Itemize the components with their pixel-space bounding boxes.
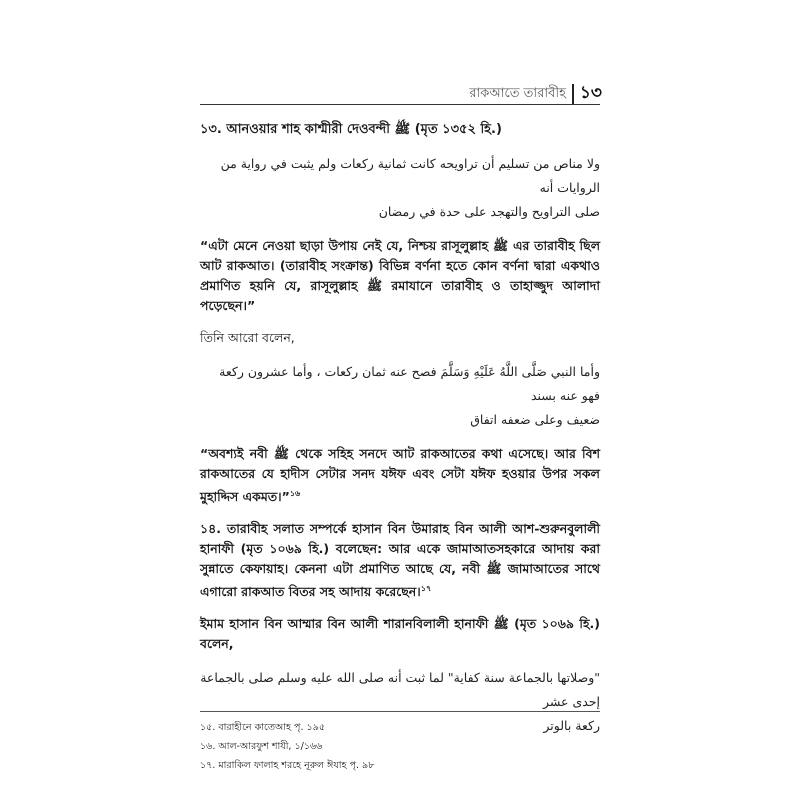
arabic-line: ولا مناص من تسليم أن تراويحه كانت ثمانية ركعات ولم يثبت في رواية من الروايات أنه bbox=[220, 156, 600, 195]
footnote-marker-17: ১৭ bbox=[420, 584, 432, 594]
header-divider bbox=[572, 84, 574, 104]
paragraph-text: ১৪. তারাবীহ সলাত সম্পর্কে হাসান বিন উমারাহ বিন আলী আশ-শুরুনবুলালী হানাফী (মৃত ১০৬৯ হি.) বলেছেন: আর একে জামাআতসহকারে আদায় করা সুন্নাতে কেফায়াহ। কেননা এটা প্রমাণিত আছে যে, নবী ﷺ জামাআতের সাথে এগারো রাকআত বিতর সহ আদায় করেছেন। bbox=[200, 521, 600, 600]
arabic-line: "وصلاتها بالجماعة سنة كفاية" لما ثبت أنه صلى الله عليه وسلم صلى بالجماعة إحدى عشر bbox=[200, 670, 600, 710]
page-number: ১৩ bbox=[579, 83, 602, 103]
quote-text: “অবশ্যই নবী ﷺ থেকে সহিহ সনদে আট রাকআতের কথা এসেছে। আর বিশ রাকআতের যে হাদীস সেটার সনদ যঈফ এবং সেটা যঈফ হওয়ার উপর সকল মুহাদ্দিস একমত।” bbox=[200, 446, 600, 505]
footnote-rule bbox=[200, 711, 600, 712]
arabic-quote-2 bbox=[200, 360, 600, 432]
header-rule bbox=[200, 104, 600, 105]
footnote-marker-16: ১৬ bbox=[289, 489, 301, 498]
translation-quote-1: “এটা মেনে নেওয়া ছাড়া উপায় নেই যে, নিশ্চয় রাসূলুল্লাহ ﷺ এর তারাবীহ ছিল আট রাকআত। (তারাবীহ সংক্রান্ত) বিভিন্ন বর্ণনা হতে কোন বর্ণনা দ্বারা একথাও প্রমাণিত হয়নি যে, রাসূলুল্লাহ ﷺ রমাযানে তারাবীহ ও তাহাজ্জুদ আলাদা পড়েছেন।” bbox=[200, 238, 601, 313]
arabic-line: ركعة بالوتر bbox=[543, 718, 600, 734]
footnotes bbox=[200, 718, 600, 775]
section-heading-13: ১৩. আনওয়ার শাহ কাশ্মীরী দেওবন্দী ﷺ (মৃত ১৩৫২ হি.) bbox=[200, 122, 502, 137]
paragraph: ইমাম হাসান বিন আম্মার বিন আলী শারানবিলালী হানাফী ﷺ (মৃত ১০৬৯ হি.) বলেন, bbox=[200, 616, 601, 652]
running-title: রাকআতে তারাবীহ bbox=[469, 85, 566, 101]
arabic-line: ضعيف وعلى ضعفه اتفاق bbox=[470, 412, 600, 427]
arabic-line: وأما النبي صَلَّى اللَّهُ عَلَيْهِ وَسَلَّمَ فصح عنه ثمان ركعات ، وأما عشرون ركعة فهو عنه بسند bbox=[219, 364, 600, 403]
arabic-line: صلى التراويح والتهجد على حدة في رمضان bbox=[378, 204, 600, 219]
footnote-17: ১৭. মারাকিল ফালাহ শরহে নূরুল ঈযাহ পৃ. ৯৮ bbox=[200, 760, 375, 771]
translation-quote-2 bbox=[200, 444, 600, 507]
section-paragraph-14 bbox=[200, 519, 600, 602]
footnote-15: ১৫. বারাহীনে কাতেআহ পৃ. ১৯৫ bbox=[200, 722, 326, 733]
footnote-16: ১৬. আল-আরফুশ শাযী, ১/১৬৬ bbox=[200, 741, 323, 752]
arabic-quote-1 bbox=[200, 152, 600, 224]
paragraph: তিনি আরো বলেন, bbox=[200, 330, 295, 345]
body-text bbox=[200, 120, 600, 750]
